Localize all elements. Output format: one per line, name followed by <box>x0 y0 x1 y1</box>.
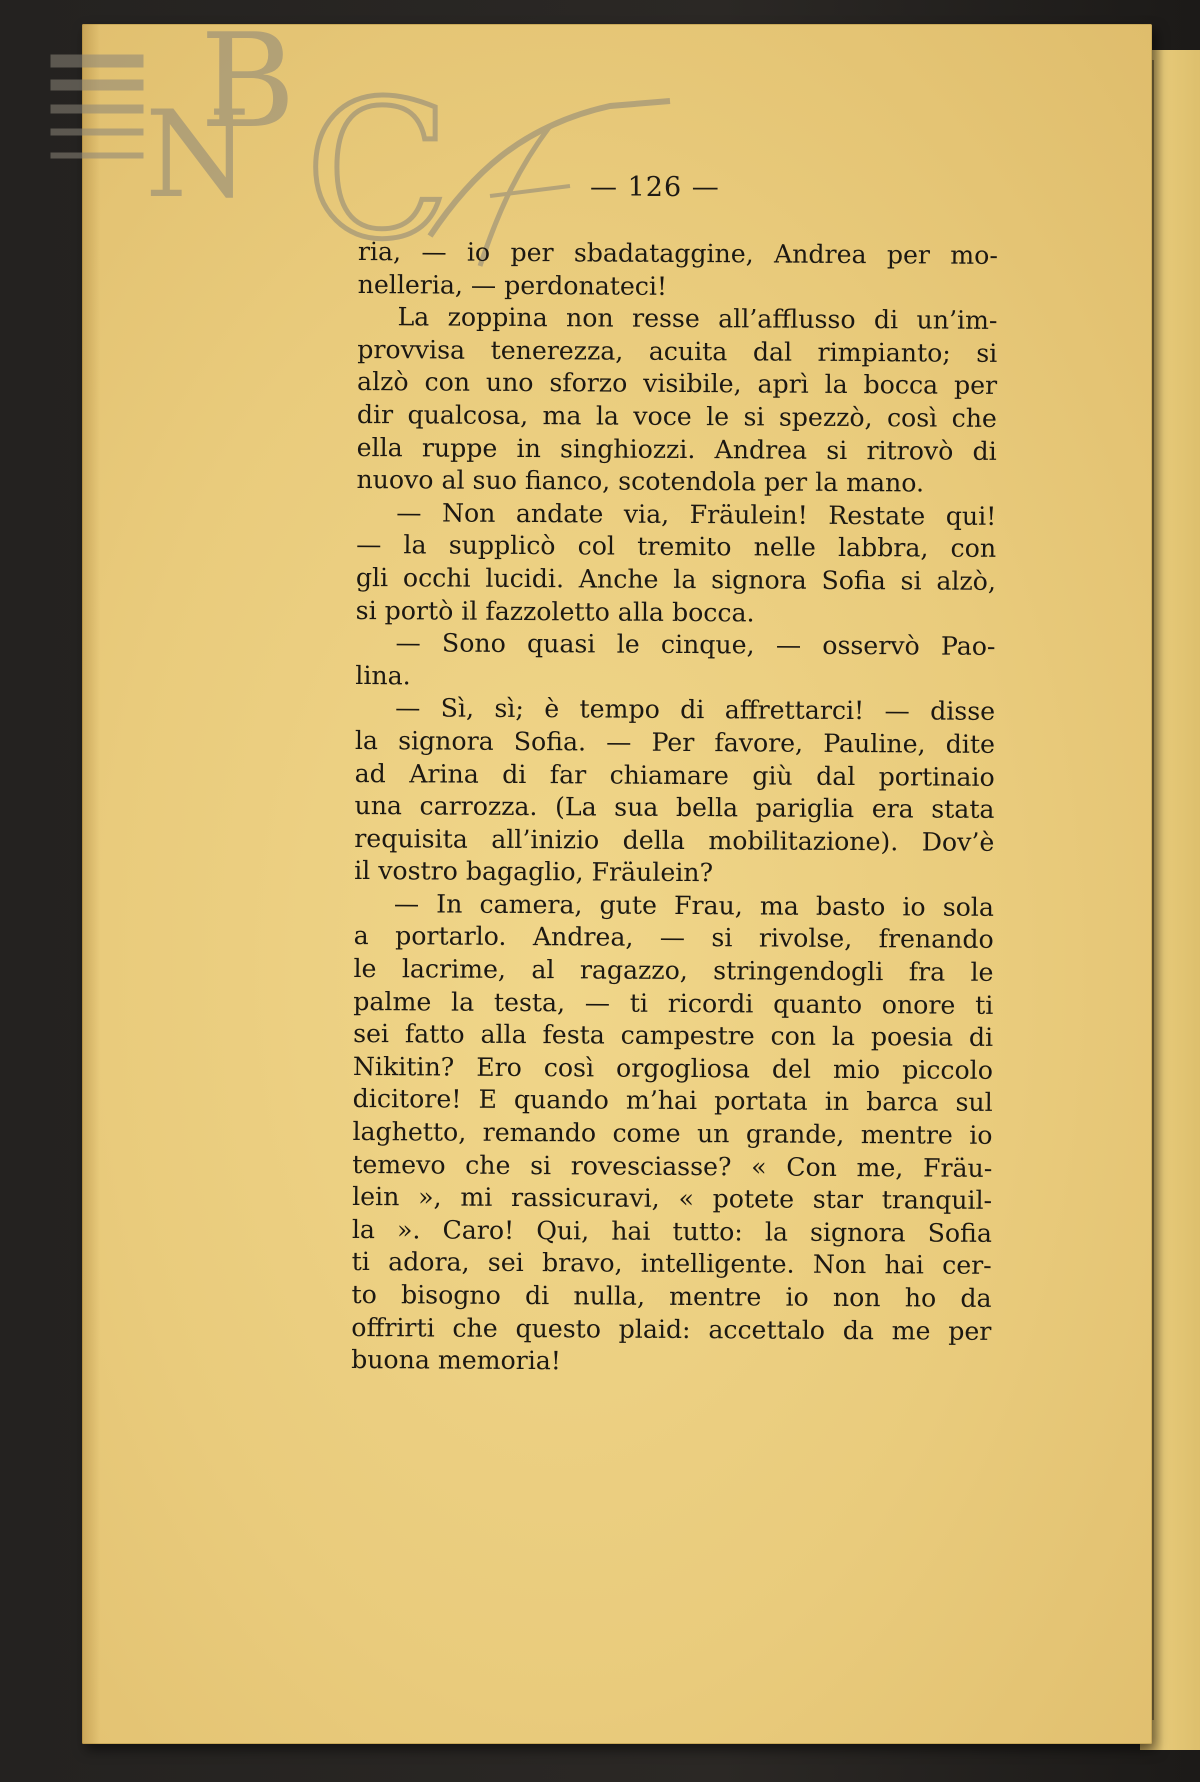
text-line: offrirti che questo plaid: accettalo da me per <box>351 1312 992 1346</box>
text-line: il vostro bagaglio, Fräulein? <box>354 856 714 888</box>
text-line: dicitore! E quando m’hai portata in barca sul <box>352 1084 993 1118</box>
text-line: — Non andate via, Fräulein! Restate qui! <box>396 497 997 531</box>
text-line: palme la testa, — ti ricordi quanto onore ti <box>353 986 994 1020</box>
text-line: provvisa tenerezza, acuita dal rimpianto; si <box>357 334 998 368</box>
text-line: ella ruppe in singhiozzi. Andrea si ritrovò di <box>356 432 997 466</box>
text-line: ria, — io per sbadataggine, Andrea per mo- <box>357 236 998 270</box>
text-line: requisita all’inizio della mobilitazione). Dov’è <box>354 823 995 857</box>
text-line: le lacrime, al ragazzo, stringendogli fra le <box>353 954 994 987</box>
text-line: sei fatto alla festa campestre con la poesia di <box>353 1019 994 1053</box>
text-line: to bisogno di nulla, mentre io non ho da <box>351 1279 992 1313</box>
text-line: La zoppina non resse all’afflusso di un’im- <box>397 302 998 336</box>
body-text <box>351 236 998 1381</box>
text-line: ti adora, sei bravo, intelligente. Non hai cer- <box>351 1247 992 1281</box>
text-line: temevo che si rovesciasse? « Con me, Fräu- <box>352 1149 993 1183</box>
svg-text:C: C <box>305 60 451 276</box>
text-line: Nikitin? Ero così orgogliosa del mio piccolo <box>352 1051 994 1085</box>
text-line: alzò con uno sforzo visibile, aprì la bocca per <box>357 367 998 401</box>
text-line: — la supplicò col tremito nelle labbra, con <box>356 530 997 564</box>
text-line: laghetto, remando come un grande, mentre io <box>352 1117 993 1150</box>
text-line: lein », mi rassicuravi, « potete star tranquil- <box>352 1182 993 1216</box>
svg-text:N: N <box>145 86 250 225</box>
text-line: la ». Caro! Qui, hai tutto: la signora Sofia <box>351 1214 993 1248</box>
text-line: la signora Sofia. — Per favore, Pauline, dite <box>354 725 995 759</box>
text-line: — In camera, gute Frau, ma basto io sola <box>393 889 994 922</box>
page-number: — 126 — <box>590 172 720 203</box>
text-line: buona memoria! <box>351 1345 562 1376</box>
text-line: — Sì, sì; è tempo di affrettarci! — disse <box>395 693 996 727</box>
text-line: nuovo al suo fianco, scotendola per la mano. <box>356 465 925 498</box>
text-line: lina. <box>355 660 411 691</box>
svg-text:B: B <box>200 26 296 157</box>
text-line: una carrozza. (La sua bella pariglia era stata <box>354 791 995 824</box>
text-line: — Sono quasi le cinque, — osservò Pao- <box>395 628 996 662</box>
text-line: si portò il fazzoletto alla bocca. <box>355 595 755 627</box>
text-line: gli occhi lucidi. Anche la signora Sofia si alzò, <box>355 562 996 596</box>
text-line: ad Arina di far chiamare giù dal portinaio <box>354 758 995 792</box>
text-line: a portarlo. Andrea, — si rivolse, frenando <box>353 921 994 955</box>
text-line: nelleria, — perdonateci! <box>357 269 668 301</box>
text-line: dir qualcosa, ma la voce le si spezzò, così che <box>356 399 997 433</box>
